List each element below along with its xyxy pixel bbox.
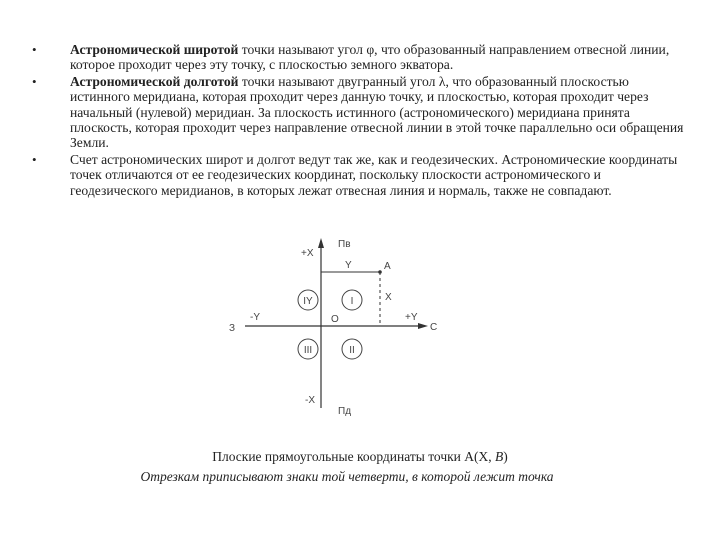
caption-close: ) bbox=[503, 449, 508, 464]
origin-label: O bbox=[331, 314, 339, 325]
term-longitude: Астрономической долготой bbox=[70, 73, 239, 89]
text-longitude: точки называют двугранный угол λ, что образованный плоскостью истинного меридиана, которая проходит через данную точку, и плоскостью, которая проходит через начальный (нулевой) меридиан. За плоскость истинного (астрономического) меридиана принята плоскость, которая проходит через направление отвесной линии в этой точке параллельно оси обращения Земли. bbox=[70, 73, 684, 151]
east-label: С bbox=[430, 322, 438, 333]
horizontal-axis-arrow bbox=[418, 323, 428, 329]
minus-y-label: -Y bbox=[250, 312, 260, 323]
coord-x-label: X bbox=[385, 292, 392, 303]
quadrant-2-label: II bbox=[349, 345, 355, 356]
quadrant-4-label: IY bbox=[303, 296, 313, 307]
vertical-axis-arrow bbox=[318, 238, 324, 248]
quadrant-3-label: III bbox=[303, 345, 313, 356]
minus-x-label: -X bbox=[305, 395, 315, 406]
figure-caption bbox=[0, 449, 720, 465]
north-label: Пв bbox=[338, 239, 351, 250]
bullet-marker: • bbox=[32, 42, 37, 57]
coord-y-label: Y bbox=[345, 260, 352, 271]
bullet-marker: • bbox=[32, 73, 37, 89]
caption-italic: В bbox=[495, 449, 504, 464]
text-latitude: точки называют угол φ, что образованный направлением отвесной линии, которое проходит через эту точку, с плоскостью земного экватора. bbox=[70, 42, 670, 73]
text-counting: Счет астрономических широт и долгот ведут так же, как и геодезических. Астрономические координаты точек отличаются от ее геодезических координат, поскольку плоскости астрономического и геодезического меридианов, в которых лежат отвесная линия и нормаль, также не совпадают. bbox=[70, 151, 678, 198]
point-a-label: A bbox=[384, 261, 391, 272]
term-latitude: Астрономической широтой bbox=[70, 42, 239, 57]
bullet-marker: • bbox=[32, 151, 37, 167]
caption-main: Плоские прямоугольные координаты точки А(Х, bbox=[212, 449, 496, 464]
plus-y-label: +Y bbox=[405, 312, 418, 323]
south-label: Пд bbox=[338, 406, 352, 417]
plus-x-label: +X bbox=[301, 248, 314, 259]
point-a-marker bbox=[378, 270, 382, 274]
west-label: З bbox=[229, 323, 236, 334]
quadrant-1-label: I bbox=[350, 296, 354, 307]
figure-note: Отрезкам приписывают знаки той четверти, в которой лежит точка bbox=[140, 469, 554, 484]
